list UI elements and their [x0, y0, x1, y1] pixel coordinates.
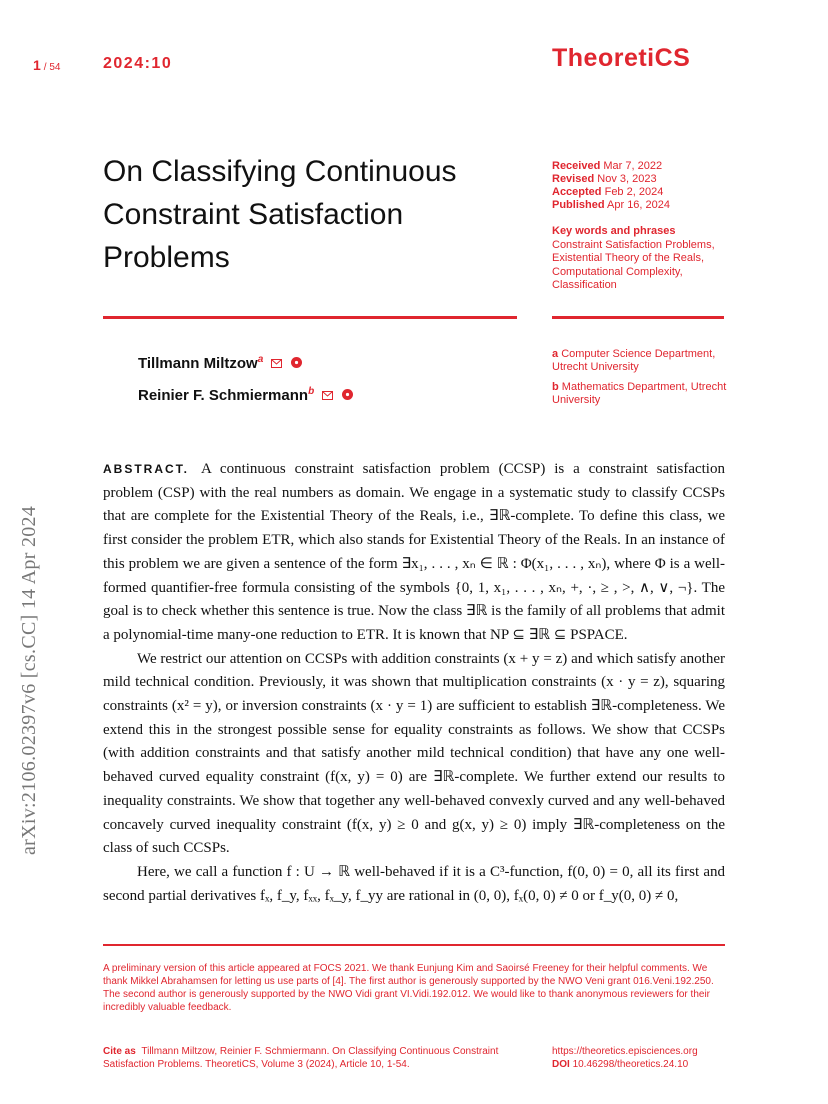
abstract-paragraph-2: We restrict our attention on CCSPs with addition constraints (x + y = z) and which satisfy another mild technical condition. Previously, it was shown that multiplication constraints (x · y = z), squaring constraints (x² = y), or inversion constraints (x · y = 1) are sufficient to establish ∃ℝ-completeness. We extend this in the strongest possible sense for equality constraints as follows. We show that CCSPs (with addition constraints and that satisfy another mild technical condition) that have any one well-behaved curved equality constraint (f(x, y) = 0) are ∃ℝ-complete. We further extend our results to inequality constraints. We show that together any well-behaved convexly curved and any well-behaved concavely curved inequality constraint (f(x, y) ≥ 0 and g(x, y) ≥ 0) imply ∃ℝ-completeness on the class of such CCSPs. — [103, 650, 725, 857]
paper-title: On Classifying Continuous Constraint Satisfaction Problems — [103, 155, 457, 274]
abstract-label: ABSTRACT. — [103, 462, 189, 476]
email-icon[interactable] — [271, 350, 282, 378]
sidebar-divider — [552, 316, 724, 319]
title-divider — [103, 316, 517, 319]
affiliation-a: a Computer Science Department, Utrecht University — [552, 348, 716, 373]
footnote-divider — [103, 944, 725, 946]
arxiv-stamp: arXiv:2106.02397v6 [cs.CC] 14 Apr 2024 — [18, 505, 40, 855]
citation: Cite as Tillmann Miltzow, Reinier F. Schmiermann. On Classifying Continuous Constraint Satisfaction Problems. TheoretiCS, Volume 3 (2024), Article 10, 1-54. — [103, 1046, 499, 1070]
email-icon[interactable] — [322, 382, 333, 410]
keywords-label: Key words and phrases — [552, 225, 676, 237]
orcid-icon[interactable] — [342, 382, 353, 410]
abstract — [103, 458, 725, 908]
journal-url[interactable]: https://theoretics.episciences.org — [552, 1046, 698, 1057]
journal-logo: TheoretiCS — [552, 44, 691, 72]
doi[interactable]: DOI 10.46298/theoretics.24.10 — [552, 1058, 689, 1070]
abstract-paragraph-1: ABSTRACT. A continuous constraint satisfaction problem (CCSP) is a constraint satisfaction problem (CSP) with the real numbers as domain. We engage in a systematic study to classify CCSPs that are complete for the Existential Theory of the Reals, i.e., ∃ℝ-complete. To define this class, we first consider the problem ETR, which also stands for Existential Theory of the Reals. In an instance of this problem we are given a sentence of the form ∃x₁, . . . , xₙ ∈ ℝ : Φ(x₁, . . . , xₙ), where Φ is a well-formed quantifier-free formula consisting of the symbols {0, 1, x₁, . . . , xₙ, +, ·, ≥ , >, ∧, ∨, ¬}. The goal is to check whether this sentence is true. Now the class ∃ℝ is the family of all problems that admit a polynomial-time many-one reduction to ETR. It is known that NP ⊆ ∃ℝ ⊆ PSPACE. — [103, 461, 725, 643]
page-number: 1 / 54 — [33, 57, 61, 73]
abstract-paragraph-3: Here, we call a function f : U → ℝ well-behaved if it is a C³-function, f(0, 0) = 0, all its first and second partial derivatives fₓ, f_y, fₓₓ, fₓ_y, f_yy are rational in (0, 0), fₓ(0, 0) ≠ 0 or f_y(0, 0) ≠ 0, — [103, 863, 725, 904]
affiliation-b: b Mathematics Department, Utrecht University — [552, 381, 727, 406]
orcid-icon[interactable] — [291, 350, 302, 378]
author-2: Reinier F. Schmiermann$^b$ — [138, 378, 353, 410]
keywords-text: Constraint Satisfaction Problems, Existential Theory of the Reals, Computational Complexity, Classification — [552, 238, 715, 291]
dates-block: Received Mar 7, 2022 Revised Nov 3, 2023 Accepted Feb 2, 2024 Published Apr 16, 2024 — [552, 160, 671, 211]
issue-number: 2024:10 — [103, 55, 173, 72]
authors-block — [138, 346, 353, 410]
links-block — [552, 1046, 732, 1071]
affiliations-block — [552, 348, 732, 414]
keywords-block — [552, 225, 732, 293]
author-1: Tillmann Miltzow$^a$ — [138, 346, 353, 378]
footnote: A preliminary version of this article appeared at FOCS 2021. We thank Eunjung Kim and Saoirsé Freeney for their helpful comments. We thank Mikkel Abrahamsen for letting us use parts of [4]. The first author is generously supported by the NWO Veni grant 016.Veni.192.250. The second author is generously supported by the NWO Vidi grant VI.Vidi.192.012. We would like to thank anonymous reviewers for their incredibly valuable feedback. — [103, 963, 714, 1013]
